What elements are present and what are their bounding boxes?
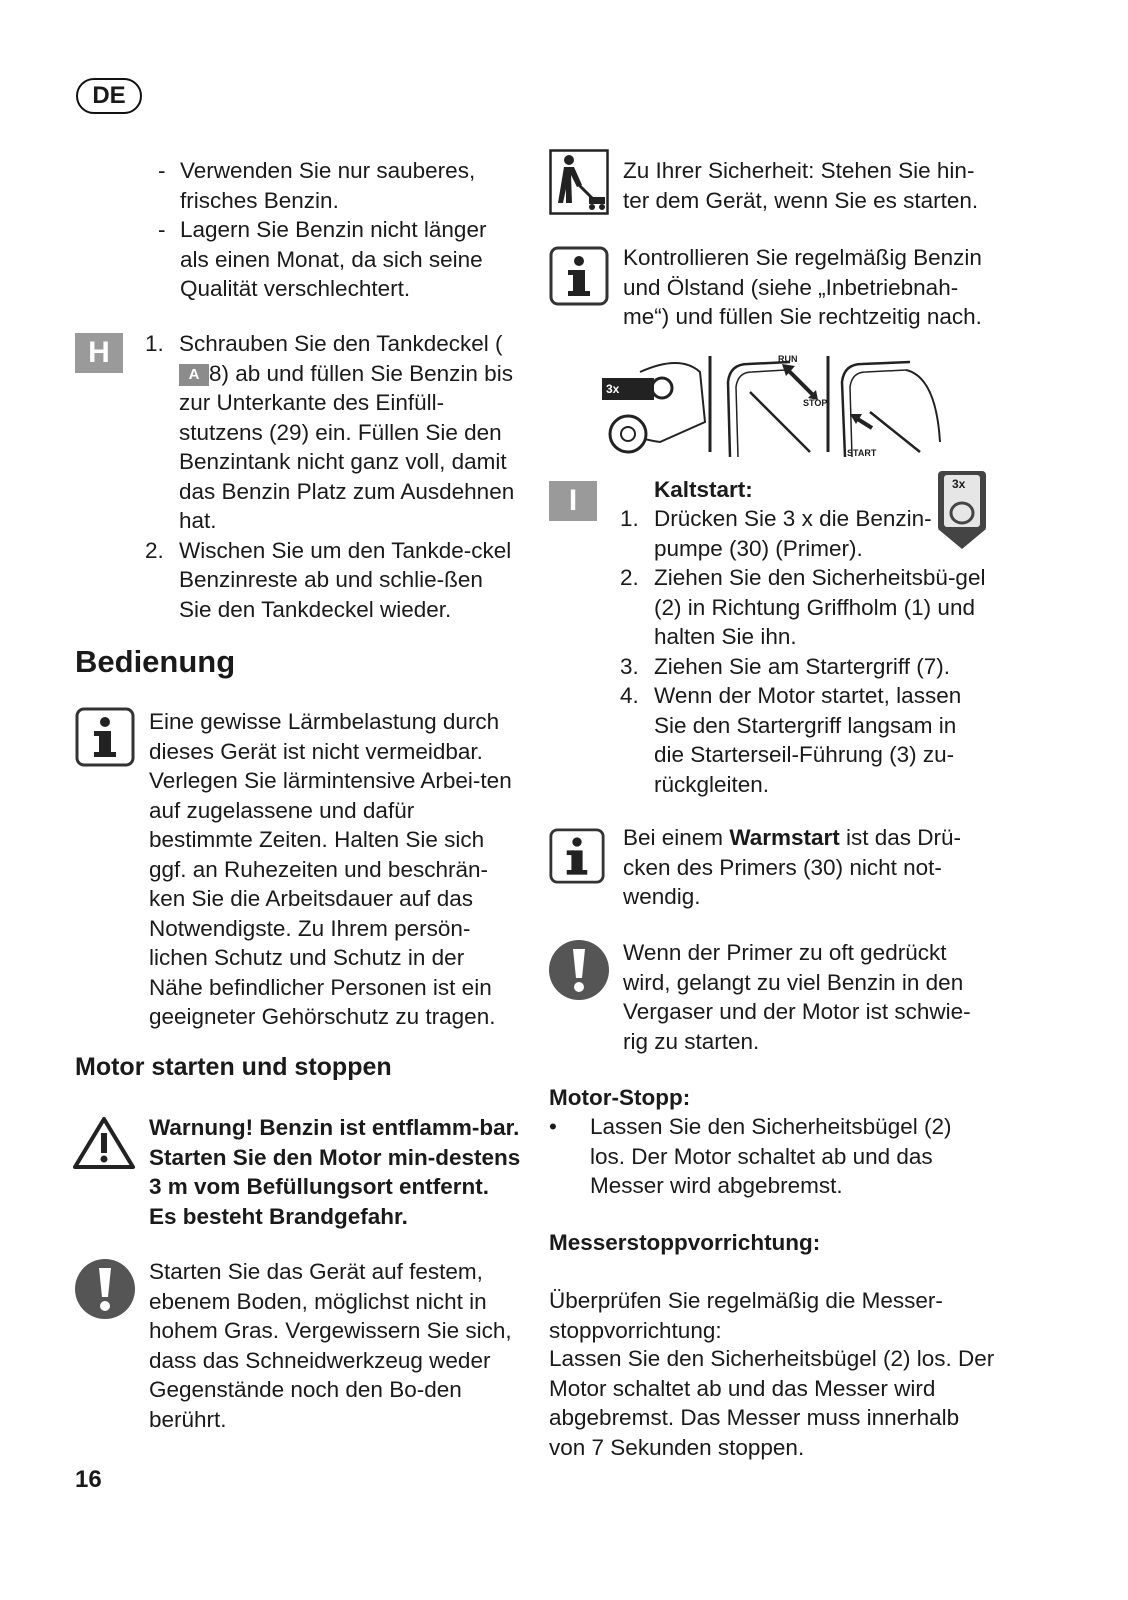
run-label: RUN	[778, 354, 798, 364]
info-icon	[549, 246, 609, 311]
list-item: 2. Wischen Sie um den Tankde-ckel Benzinreste ab und schlie-ßen Sie den Tankdeckel wieder.	[145, 537, 512, 622]
list-item: • Lassen Sie den Sicherheitsbügel (2) los. Der Motor schaltet ab und das Messer wird abgebremst.	[549, 1114, 952, 1198]
dash-list	[158, 156, 518, 304]
motor-stopp-title: Motor-Stopp:	[549, 1085, 691, 1110]
start-procedure-figure	[600, 352, 945, 462]
bedienung-info-text: Eine gewisse Lärmbelastung durch dieses Gerät ist nicht vermeidbar. Verlegen Sie lärmintensive Arbei-ten auf zugelassene und dafür bestimmte Zeiten. Halten Sie sich ggf. an Ruhezeiten und beschrän-ken Sie die Arbeitsdauer auf das Notwendigste. Zu Ihrem persön-lichen Schutz und Schutz in der Nähe befindlicher Personen ist ein geeigneter Gehörschutz zu tragen.	[149, 709, 512, 1029]
list-item: 4. Wenn der Motor startet, lassen Sie den Startergriff langsam in die Starterseil-Führung (3) zu-rückgleiten.	[620, 683, 962, 797]
primer-3x-icon: 3x	[936, 469, 988, 556]
page-number: 16	[75, 1466, 102, 1493]
messer-title: Messerstoppvorrichtung:	[549, 1230, 821, 1255]
warning-triangle-icon	[72, 1116, 136, 1175]
info-icon	[75, 707, 135, 772]
list-item: 1. Schrauben Sie den Tankdeckel (A 8) ab und füllen Sie Benzin bis zur Unterkante des Einfüll-stutzens (29) ein. Füllen Sie den Benzintank nicht ganz voll, damit das Benzin Platz zum Ausdehnen hat.	[145, 331, 515, 533]
section-title-motor: Motor starten und stoppen	[75, 1053, 392, 1081]
list-item: 3. Ziehen Sie am Startergriff (7).	[620, 653, 950, 679]
language-badge: DE	[76, 78, 142, 114]
operator-safety-icon	[549, 149, 609, 220]
primer-3x-label: 3x	[606, 382, 620, 396]
stop-label: STOP	[803, 398, 828, 408]
safety-text: Zu Ihrer Sicherheit: Stehen Sie hin-ter dem Gerät, wenn Sie es starten.	[623, 158, 979, 213]
section-title-bedienung: Bedienung	[75, 644, 236, 679]
check-info-text: Kontrollieren Sie regelmäßig Benzin und Ölstand (siehe „Inbetriebnah-me“) und füllen Sie rechtzeitig nach.	[623, 245, 982, 329]
caution-exclamation-icon	[74, 1258, 136, 1325]
step-badge-i: I	[549, 481, 597, 521]
info-icon	[549, 828, 605, 889]
list-item: - Lagern Sie Benzin nicht länger als einen Monat, da sich seine Qualität verschlechtert.	[158, 217, 487, 301]
list-item: 1. Drücken Sie 3 x die Benzin-pumpe (30) (Primer).	[620, 506, 932, 561]
caution-exclamation-icon	[548, 939, 610, 1006]
step-badge-h: H	[75, 333, 123, 373]
primer-warning-text: Wenn der Primer zu oft gedrückt wird, gelangt zu viel Benzin in den Vergaser und der Motor ist schwie-rig zu starten.	[623, 940, 971, 1054]
motor-stopp-list	[549, 1112, 989, 1201]
warmstart-text: Bei einem Warmstart ist das Drü-cken des Primers (30) nicht not-wendig.	[623, 825, 962, 909]
list-item: 2. Ziehen Sie den Sicherheitsbü-gel (2) in Richtung Griffholm (1) und halten Sie ihn.	[620, 565, 986, 649]
figure-a-chip: A	[179, 364, 209, 386]
kaltstart-list	[620, 504, 992, 799]
kaltstart-title: Kaltstart:	[654, 477, 753, 502]
start-label: START	[847, 448, 877, 458]
step-h-list	[145, 329, 520, 624]
warning-text: Warnung! Benzin ist entflamm-bar. Starten Sie den Motor min-destens 3 m vom Befüllungsort entfernt. Es besteht Brandgefahr.	[149, 1115, 521, 1229]
messer-text-2: Lassen Sie den Sicherheitsbügel (2) los. Der Motor schaltet ab und das Messer wird abgebremst. Das Messer muss innerhalb von 7 Sekunden stoppen.	[549, 1346, 995, 1460]
list-item: - Verwenden Sie nur sauberes, frisches Benzin.	[158, 158, 476, 213]
messer-text-1: Überprüfen Sie regelmäßig die Messer-stoppvorrichtung:	[549, 1288, 943, 1343]
caution-text: Starten Sie das Gerät auf festem, ebenem Boden, möglichst nicht in hohem Gras. Vergewissern Sie sich, dass das Schneidwerkzeug weder Gegenstände noch den Bo-den berührt.	[149, 1259, 512, 1432]
